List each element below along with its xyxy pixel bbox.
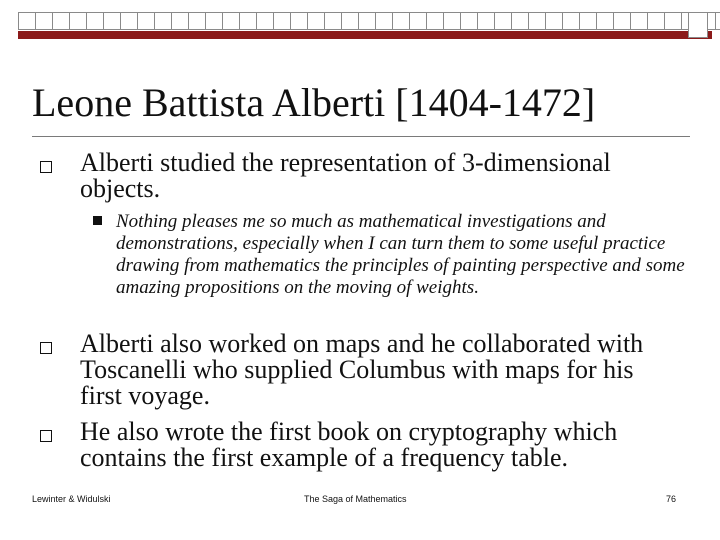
footer-authors: Lewinter & Widulski <box>32 494 111 504</box>
quote-text: Nothing pleases me so much as mathematical investigations and demonstrations, especially when I can turn them to some useful practice drawing from mathematics the principles of painting perspective and some amazing propositions on the moving of weights. <box>116 211 685 298</box>
footer-page-number: 76 <box>666 494 677 504</box>
accent-bar <box>18 31 712 39</box>
slide-title: Leone Battista Alberti [1404-1472] <box>32 80 596 125</box>
title-divider <box>32 136 690 137</box>
bullet-text: Alberti also worked on maps and he collaborated with Toscanelli who supplied Columbus with maps for his first voyage. <box>80 329 644 410</box>
corner-square <box>688 12 708 38</box>
decorative-squares <box>18 12 720 30</box>
hollow-square-bullet-icon <box>40 342 52 354</box>
top-decoration <box>0 0 720 42</box>
solid-square-bullet-icon <box>93 216 102 225</box>
bullet-text: He also wrote the first book on cryptography which contains the first example of a frequency table. <box>80 417 618 472</box>
footer-course-title: The Saga of Mathematics <box>304 494 407 504</box>
hollow-square-bullet-icon <box>40 430 52 442</box>
hollow-square-bullet-icon <box>40 161 52 173</box>
bullet-text: Alberti studied the representation of 3-dimensional objects. <box>80 148 611 203</box>
